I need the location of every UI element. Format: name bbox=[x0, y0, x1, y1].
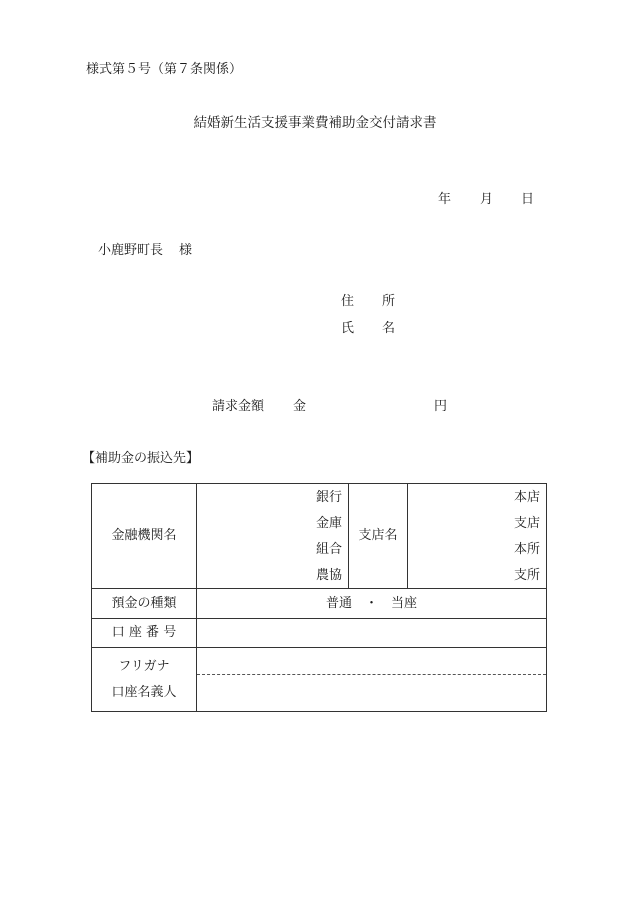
furigana-divider bbox=[197, 674, 546, 675]
date-month-label: 月 bbox=[480, 192, 494, 207]
institution-type-nokyo: 農協 bbox=[316, 568, 343, 583]
furigana-label: フリガナ bbox=[118, 659, 170, 674]
branch-label: 支店名 bbox=[358, 528, 398, 543]
table-column-divider bbox=[407, 484, 408, 588]
branch-type-shisho: 支所 bbox=[514, 568, 541, 583]
institution-type-kumiai: 組合 bbox=[316, 542, 343, 557]
branch-type-honsho: 本所 bbox=[514, 542, 541, 557]
form-number: 様式第５号（第７条関係） bbox=[86, 62, 243, 77]
branch-type-honten: 本店 bbox=[514, 490, 541, 505]
section-heading: 【補助金の振込先】 bbox=[82, 451, 200, 466]
branch-type-shiten: 支店 bbox=[514, 516, 541, 531]
institution-label: 金融機関名 bbox=[111, 528, 177, 543]
date-day-label: 日 bbox=[521, 192, 535, 207]
bank-transfer-table bbox=[91, 483, 547, 712]
applicant-address-label bbox=[341, 295, 395, 308]
date-year-label: 年 bbox=[438, 192, 452, 207]
deposit-type-options: 普通 ・ 当座 bbox=[325, 596, 417, 611]
account-holder-label: 口座名義人 bbox=[111, 685, 177, 700]
amount-label: 請求金額 bbox=[212, 399, 265, 414]
applicant-name-char: 氏 bbox=[341, 321, 355, 336]
table-row-divider bbox=[92, 588, 546, 589]
applicant-name-label bbox=[341, 322, 395, 335]
institution-type-bank: 銀行 bbox=[316, 490, 343, 505]
addressee-name: 小鹿野町長 bbox=[98, 243, 164, 258]
deposit-type-label: 預金の種類 bbox=[111, 596, 177, 611]
amount-unit: 円 bbox=[434, 399, 448, 414]
institution-type-shinkin: 金庫 bbox=[316, 516, 343, 531]
applicant-address-char: 住 bbox=[341, 294, 355, 309]
applicant-address-char: 所 bbox=[381, 294, 395, 309]
applicant-name-char: 名 bbox=[381, 321, 395, 336]
table-row-divider bbox=[92, 647, 546, 648]
document-title: 結婚新生活支援事業費補助金交付請求書 bbox=[193, 115, 437, 131]
table-row-divider bbox=[92, 618, 546, 619]
addressee-honorific: 様 bbox=[179, 243, 193, 258]
amount-prefix: 金 bbox=[293, 399, 307, 414]
account-number-label: 口 座 番 号 bbox=[111, 625, 177, 640]
